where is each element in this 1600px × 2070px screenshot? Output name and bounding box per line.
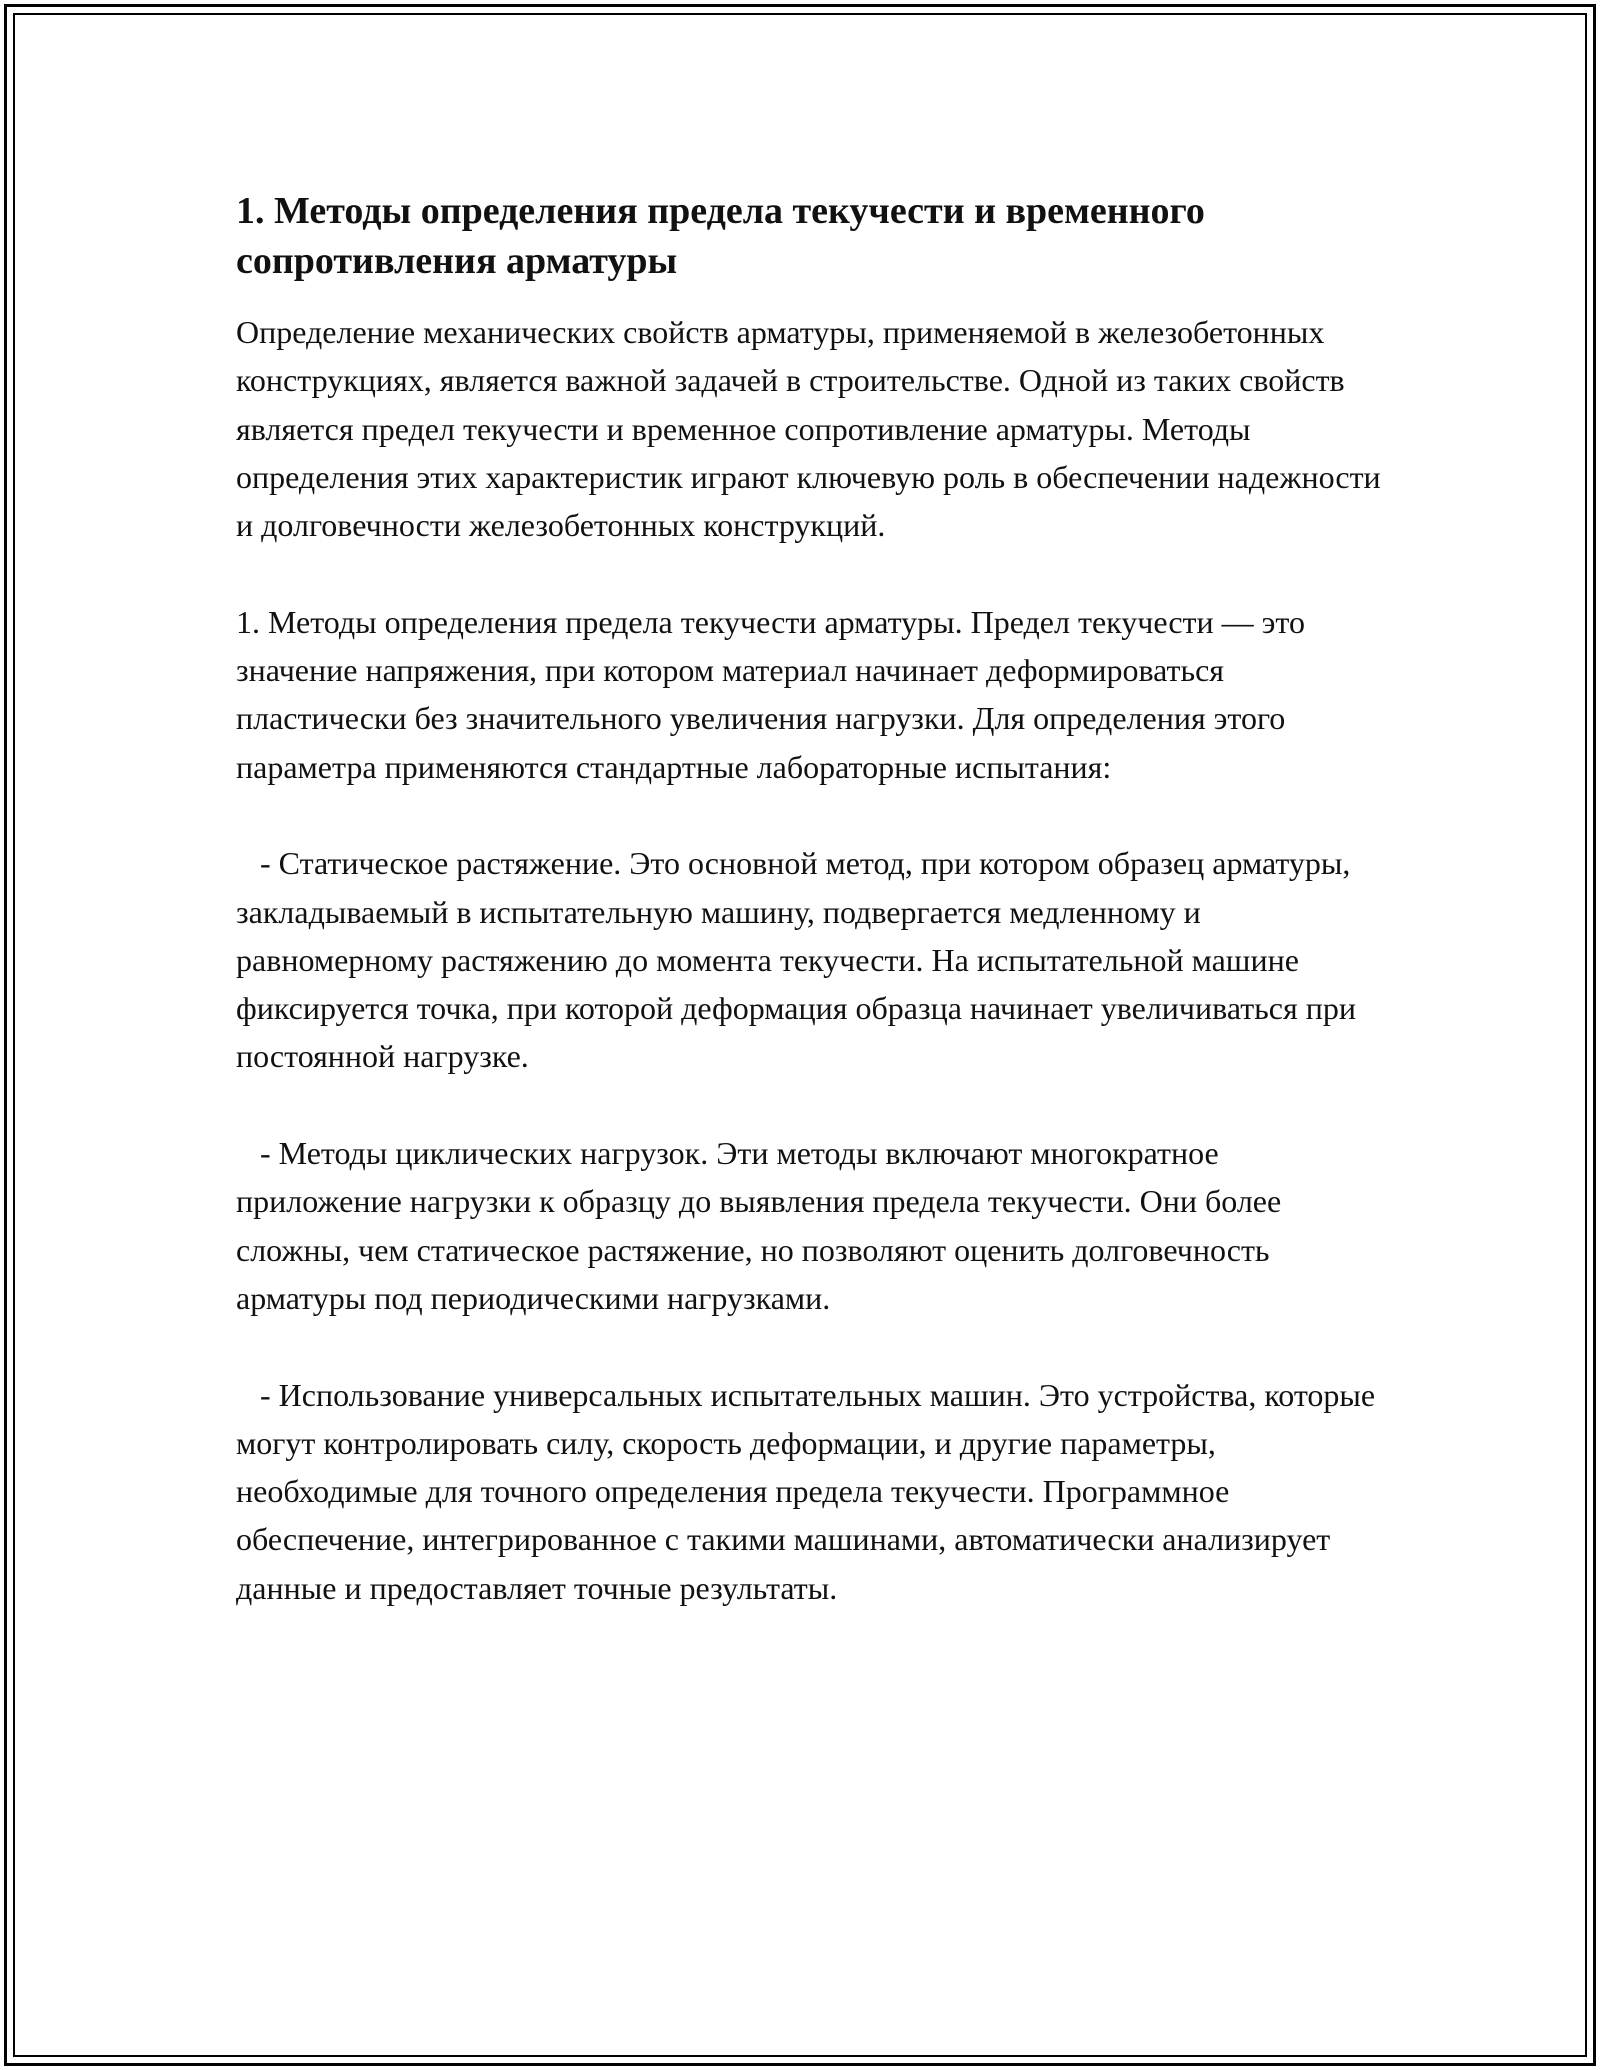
list-item-universal-machines: - Использование универсальных испытательных машин. Это устройства, которые могут контролировать силу, скорость деформации, и другие параметры, необходимые для точного определения предела текучести. Программное обеспечение, интегрированное с такими машинами, автоматически анализирует данные и предоставляет точные результаты. xyxy=(236,1376,1384,1606)
paragraph-yield-methods: 1. Методы определения предела текучести арматуры. Предел текучести — это значение напряжения, при котором материал начинает деформироваться пластически без значительного увеличения нагрузки. Для определения этого параметра применяются стандартные лабораторные испытания: xyxy=(236,603,1313,785)
paragraph-intro: Определение механических свойств арматуры, применяемой в железобетонных конструкциях, является важной задачей в строительстве. Одной из таких свойств является предел текучести и временное сопротивление арматуры. Методы определения этих характеристик играют ключевую роль в обеспечении надежности и долговечности железобетонных конструкций. xyxy=(236,314,1389,544)
list-item-static-tension: - Статическое растяжение. Это основной метод, при котором образец арматуры, закладываемый в испытательную машину, подвергается медленному и равномерному растяжению до момента текучести. На испытательной машине фиксируется точка, при которой деформация образца начинает увеличиваться при постоянной нагрузке. xyxy=(236,845,1364,1075)
document-body xyxy=(236,186,1389,1612)
list-item-cyclic-loads: - Методы циклических нагрузок. Эти методы включают многократное приложение нагрузки к образцу до выявления предела текучести. Они более сложны, чем статическое растяжение, но позволяют оценить долговечность арматуры под периодическими нагрузками. xyxy=(236,1135,1290,1316)
section-title: 1. Методы определения предела текучести и временного сопротивления арматуры xyxy=(236,190,1205,282)
